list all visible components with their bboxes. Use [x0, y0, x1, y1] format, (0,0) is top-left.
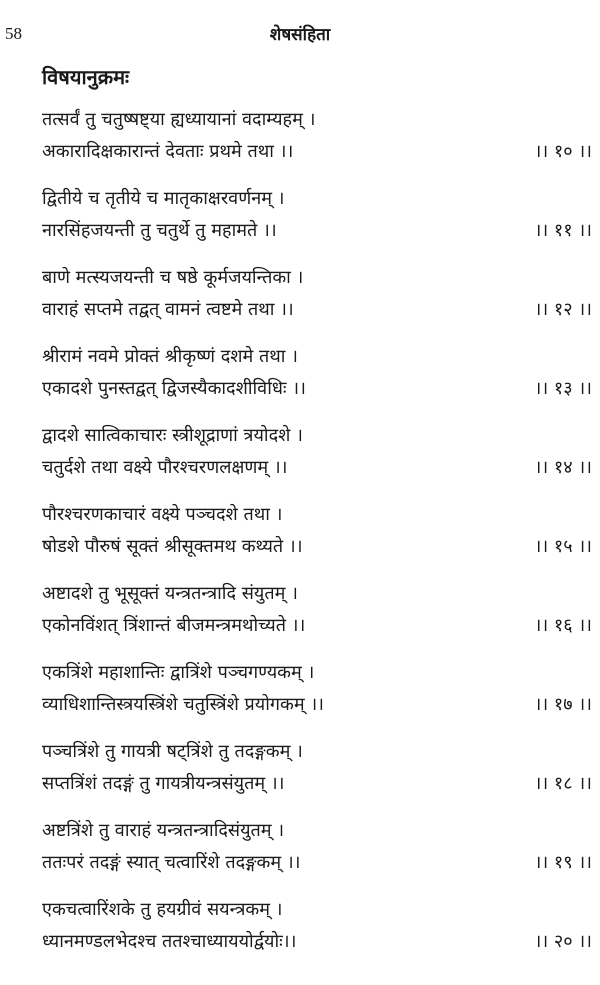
verse-line: अष्टत्रिंशे तु वाराहं यन्त्रतन्त्रादिसंयुतम् ।: [42, 820, 285, 841]
verse-number: ।। १४ ।।: [534, 457, 592, 478]
verse-14: [42, 424, 592, 503]
verse-line: षोडशे पौरुषं सूक्तं श्रीसूक्तमथ कथ्यते ।।: [42, 536, 303, 557]
verse-20: [42, 898, 592, 977]
verse-number: ।। १८ ।।: [534, 773, 592, 794]
verse-line: द्वितीये च तृतीये च मातृकाक्षरवर्णनम् ।: [42, 188, 285, 209]
verse-10: [42, 108, 592, 187]
section-heading: विषयानुक्रमः: [42, 65, 130, 89]
verse-line: पौरश्चरणकाचारं वक्ष्ये पञ्चदशे तथा ।: [42, 504, 283, 525]
verse-line: अकारादिक्षकारान्तं देवताः प्रथमे तथा ।।: [42, 141, 294, 162]
verse-number: ।। १७ ।।: [534, 694, 592, 715]
verse-line: सप्तत्रिंशं तदङ्गं तु गायत्रीयन्त्रसंयुतम् ।।: [42, 773, 285, 794]
verse-18: [42, 740, 592, 819]
verse-line: चतुर्दशे तथा वक्ष्ये पौरश्चरणलक्षणम् ।।: [42, 457, 288, 478]
verse-number: ।। १९ ।।: [534, 852, 592, 873]
verse-line: बाणे मत्स्यजयन्ती च षष्ठे कूर्मजयन्तिका ।: [42, 267, 304, 288]
running-head-title: शेषसंहिता: [269, 25, 331, 45]
verse-line: द्वादशे सात्विकाचारः स्त्रीशूद्राणां त्रयोदशे ।: [42, 425, 303, 446]
verse-line: एकोनविंशत् त्रिंशान्तं बीजमन्त्रमथोच्यते ।।: [42, 615, 306, 636]
verse-number: ।। २० ।।: [534, 931, 592, 952]
verse-number: ।। १३ ।।: [534, 378, 592, 399]
verse-12: [42, 266, 592, 345]
verse-number: ।। ११ ।।: [534, 220, 592, 241]
verse-number: ।। १५ ।।: [534, 536, 592, 557]
verse-15: [42, 503, 592, 582]
verse-16: [42, 582, 592, 661]
verse-line: एकत्रिंशे महाशान्तिः द्वात्रिंशे पञ्चगण्यकम् ।: [42, 662, 315, 683]
verse-line: वाराहं सप्तमे तद्वत् वामनं त्वष्टमे तथा ।।: [42, 299, 294, 320]
verse-number: ।। १० ।।: [534, 141, 592, 162]
verse-line: एकादशे पुनस्तद्वत् द्विजस्यैकादशीविधिः ।।: [42, 378, 306, 399]
verse-line: एकचत्वारिंशके तु हयग्रीवं सयन्त्रकम् ।: [42, 899, 283, 920]
verse-line: ततःपरं तदङ्गं स्यात् चत्वारिंशे तदङ्गकम् ।।: [42, 852, 301, 873]
verse-line: श्रीरामं नवमे प्रोक्तं श्रीकृष्णं दशमे तथा ।: [42, 346, 298, 367]
page-number: 58: [5, 24, 22, 43]
verse-number: ।। १६ ।।: [534, 615, 592, 636]
verse-line: तत्सर्वं तु चतुष्षष्ट्या ह्यध्यायानां वदाम्यहम् ।: [42, 109, 316, 130]
verse-line: व्याधिशान्तिस्त्रयस्त्रिंशे चतुस्त्रिंशे प्रयोगकम् ।।: [42, 694, 324, 715]
verse-list: [42, 108, 592, 977]
verse-line: पञ्चत्रिंशे तु गायत्री षट्त्रिंशे तु तदङ्गकम् ।: [42, 741, 303, 762]
verse-line: ध्यानमण्डलभेदश्च ततश्चाध्याययोर्द्वयोः।।: [42, 931, 297, 952]
verse-13: [42, 345, 592, 424]
verse-17: [42, 661, 592, 740]
verse-line: नारसिंहजयन्ती तु चतुर्थे तु महामते ।।: [42, 220, 277, 241]
verse-number: ।। १२ ।।: [534, 299, 592, 320]
verse-line: अष्टादशे तु भूसूक्तं यन्त्रतन्त्रादि संयुतम् ।: [42, 583, 298, 604]
verse-19: [42, 819, 592, 898]
verse-11: [42, 187, 592, 266]
